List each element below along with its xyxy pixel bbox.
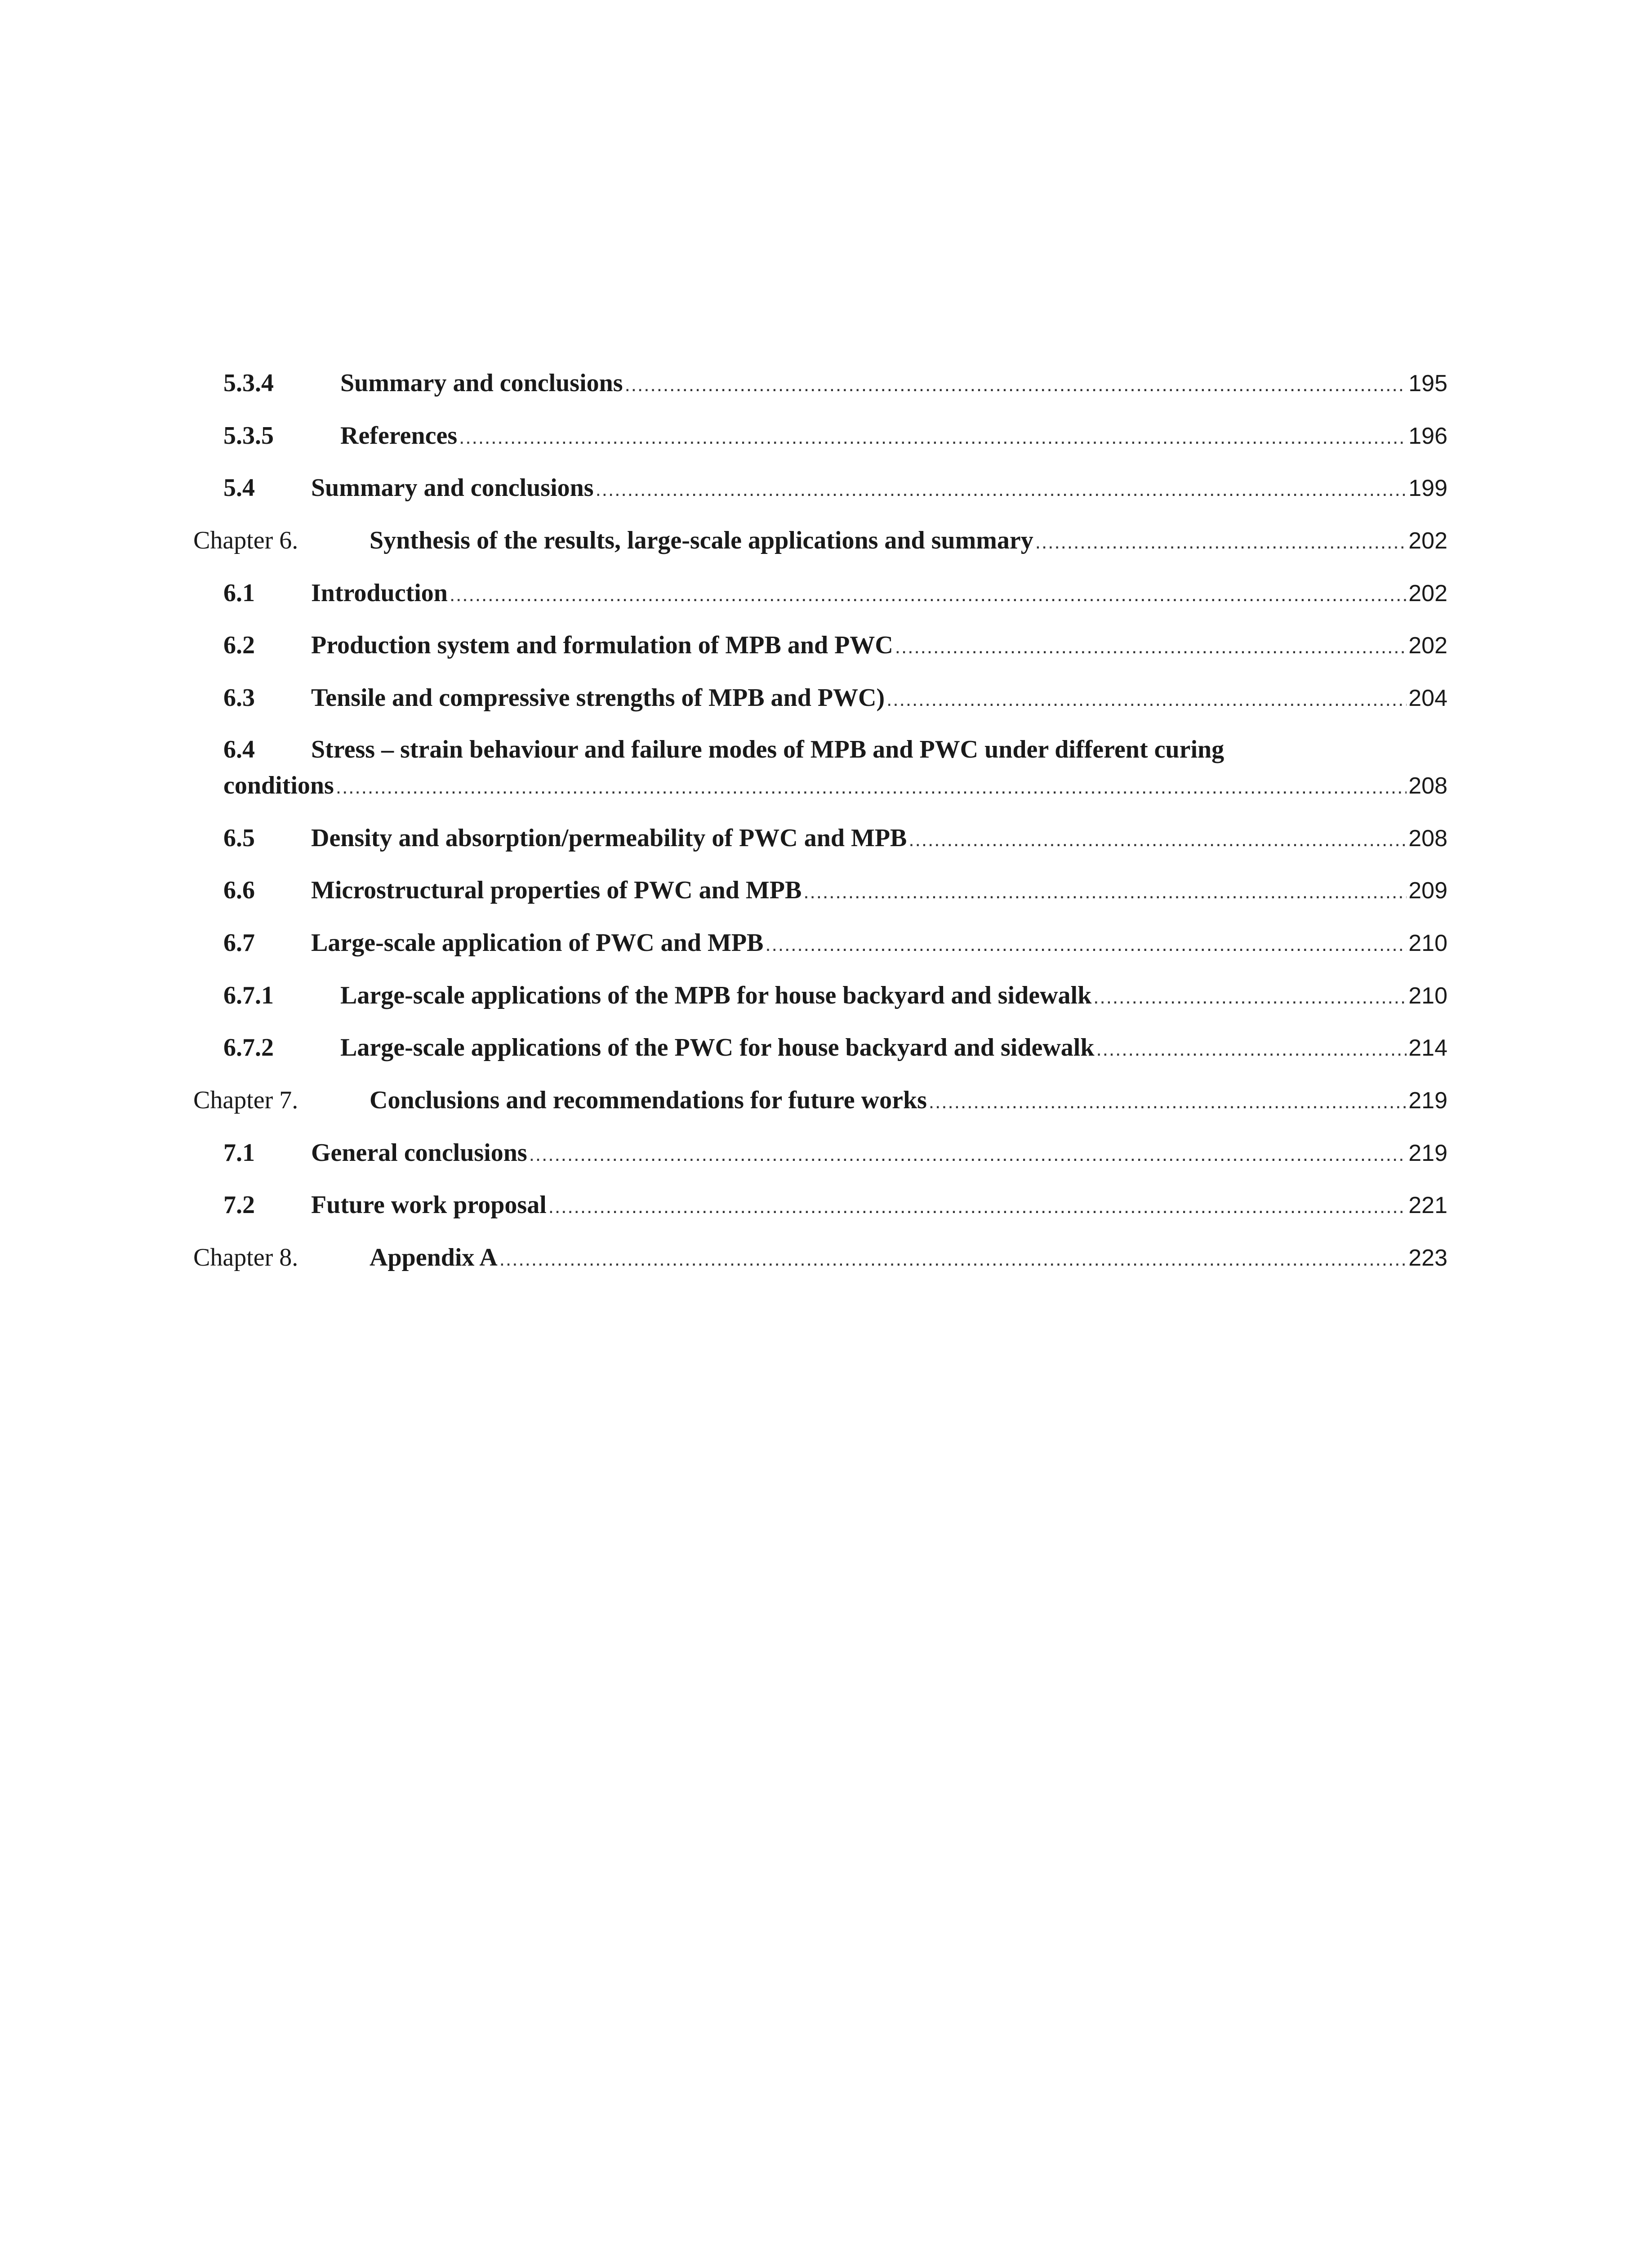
toc-entry[interactable] (0, 369, 1652, 423)
toc-entry[interactable] (0, 631, 1652, 685)
toc-entry-page: 208 (1408, 825, 1447, 852)
toc-entry[interactable] (0, 526, 1652, 580)
toc-entry-page: 210 (1408, 930, 1447, 956)
toc-entry-title: Density and absorption/permeability of PWC and MPB (311, 824, 907, 852)
toc-entry-title: References (340, 422, 458, 450)
toc-entry[interactable] (0, 683, 1652, 737)
toc-entry[interactable] (0, 1191, 1652, 1244)
toc-entry-number: 6.7 (223, 929, 255, 957)
toc-entry-number: 6.2 (223, 631, 255, 659)
toc-entry-number: 7.1 (223, 1139, 255, 1167)
toc-entry-page: 196 (1408, 423, 1447, 449)
toc-entry[interactable] (0, 928, 1652, 982)
toc-entry-title: Summary and conclusions (340, 369, 623, 397)
toc-entry-number: 5.4 (223, 474, 255, 502)
toc-chapter-number: Chapter 6. (193, 526, 298, 554)
toc-entry-page: 209 (1408, 878, 1447, 904)
toc-entry-number: 6.7.2 (223, 1034, 274, 1062)
dot-leader (625, 374, 1407, 396)
toc-entry-number: 6.7.1 (223, 981, 274, 1009)
toc-entry-title: General conclusions (311, 1139, 527, 1167)
toc-entry-number: 6.1 (223, 579, 255, 607)
dot-leader (929, 1091, 1407, 1113)
toc-entry-page: 219 (1408, 1088, 1447, 1114)
toc-entry-title: Large-scale applications of the PWC for house backyard and sidewalk (340, 1034, 1095, 1062)
toc-entry-page: 204 (1408, 685, 1447, 711)
dot-leader (803, 881, 1407, 903)
toc-entry[interactable] (0, 824, 1652, 878)
toc-entry-number: 6.3 (223, 684, 255, 712)
toc-entry-title: Synthesis of the results, large-scale applications and summary (370, 526, 1033, 554)
toc-entry-title: Future work proposal (311, 1191, 547, 1219)
toc-entry-number: 5.3.5 (223, 422, 274, 450)
toc-entry-page: 223 (1408, 1245, 1447, 1271)
toc-entry[interactable] (0, 876, 1652, 930)
toc-entry[interactable] (0, 981, 1652, 1035)
toc-entry-title: Production system and formulation of MPB and PWC (311, 631, 893, 659)
toc-entry-title: Tensile and compressive strengths of MPB and PWC) (311, 684, 885, 712)
toc-entry-title: Introduction (311, 579, 448, 607)
toc-entry[interactable] (0, 473, 1652, 527)
toc-entry-page: 208 (1408, 773, 1447, 799)
toc-entry-number: 7.2 (223, 1191, 255, 1219)
toc-entry-page: 195 (1408, 370, 1447, 397)
toc-entry-title-continued: conditions (223, 772, 334, 799)
toc-entry-number: 6.4 (223, 736, 255, 763)
toc-entry-page: 221 (1408, 1192, 1447, 1218)
toc-entry-title: Large-scale application of PWC and MPB (311, 929, 764, 957)
dot-leader (1093, 986, 1407, 1008)
toc-entry-title: Microstructural properties of PWC and MPB (311, 876, 802, 904)
dot-leader (529, 1143, 1407, 1166)
toc-chapter-number: Chapter 8. (193, 1244, 298, 1271)
toc-entry-page: 202 (1408, 528, 1447, 554)
toc-entry-continuation[interactable] (0, 771, 1652, 825)
toc-entry-title: Large-scale applications of the MPB for house backyard and sidewalk (340, 981, 1092, 1009)
dot-leader (1096, 1038, 1407, 1061)
toc-entry[interactable] (0, 1033, 1652, 1087)
toc-entry-page: 202 (1408, 580, 1447, 607)
dot-leader (908, 829, 1407, 851)
toc-chapter-number: Chapter 7. (193, 1086, 298, 1114)
dot-leader (548, 1195, 1407, 1218)
dot-leader (895, 636, 1407, 658)
toc-entry[interactable] (0, 421, 1652, 475)
toc-entry-page: 199 (1408, 475, 1447, 501)
toc-entry-page: 219 (1408, 1140, 1447, 1166)
toc-entry[interactable] (0, 1243, 1652, 1297)
toc-entry-title: Stress – strain behaviour and failure modes of MPB and PWC under different curing (311, 736, 1225, 763)
dot-leader (450, 584, 1407, 606)
toc-entry[interactable] (0, 579, 1652, 633)
toc-entry-title: Appendix A (370, 1244, 498, 1271)
dot-leader (596, 478, 1407, 501)
toc-entry[interactable] (0, 1086, 1652, 1140)
toc-entry-page: 214 (1408, 1035, 1447, 1061)
toc-entry-number: 6.6 (223, 876, 255, 904)
toc-entry-number: 6.5 (223, 824, 255, 852)
toc-entry[interactable] (0, 1138, 1652, 1192)
toc-entry-number: 5.3.4 (223, 369, 274, 397)
toc-entry-page: 202 (1408, 633, 1447, 659)
toc-entry-page: 210 (1408, 983, 1447, 1009)
toc-entry-title: Summary and conclusions (311, 474, 594, 502)
toc-entry-title: Conclusions and recommendations for future works (370, 1086, 927, 1114)
dot-leader (765, 933, 1407, 956)
dot-leader (499, 1248, 1407, 1271)
dot-leader (886, 688, 1407, 711)
dot-leader (1035, 531, 1407, 553)
dot-leader (459, 426, 1407, 449)
dot-leader (336, 776, 1407, 798)
